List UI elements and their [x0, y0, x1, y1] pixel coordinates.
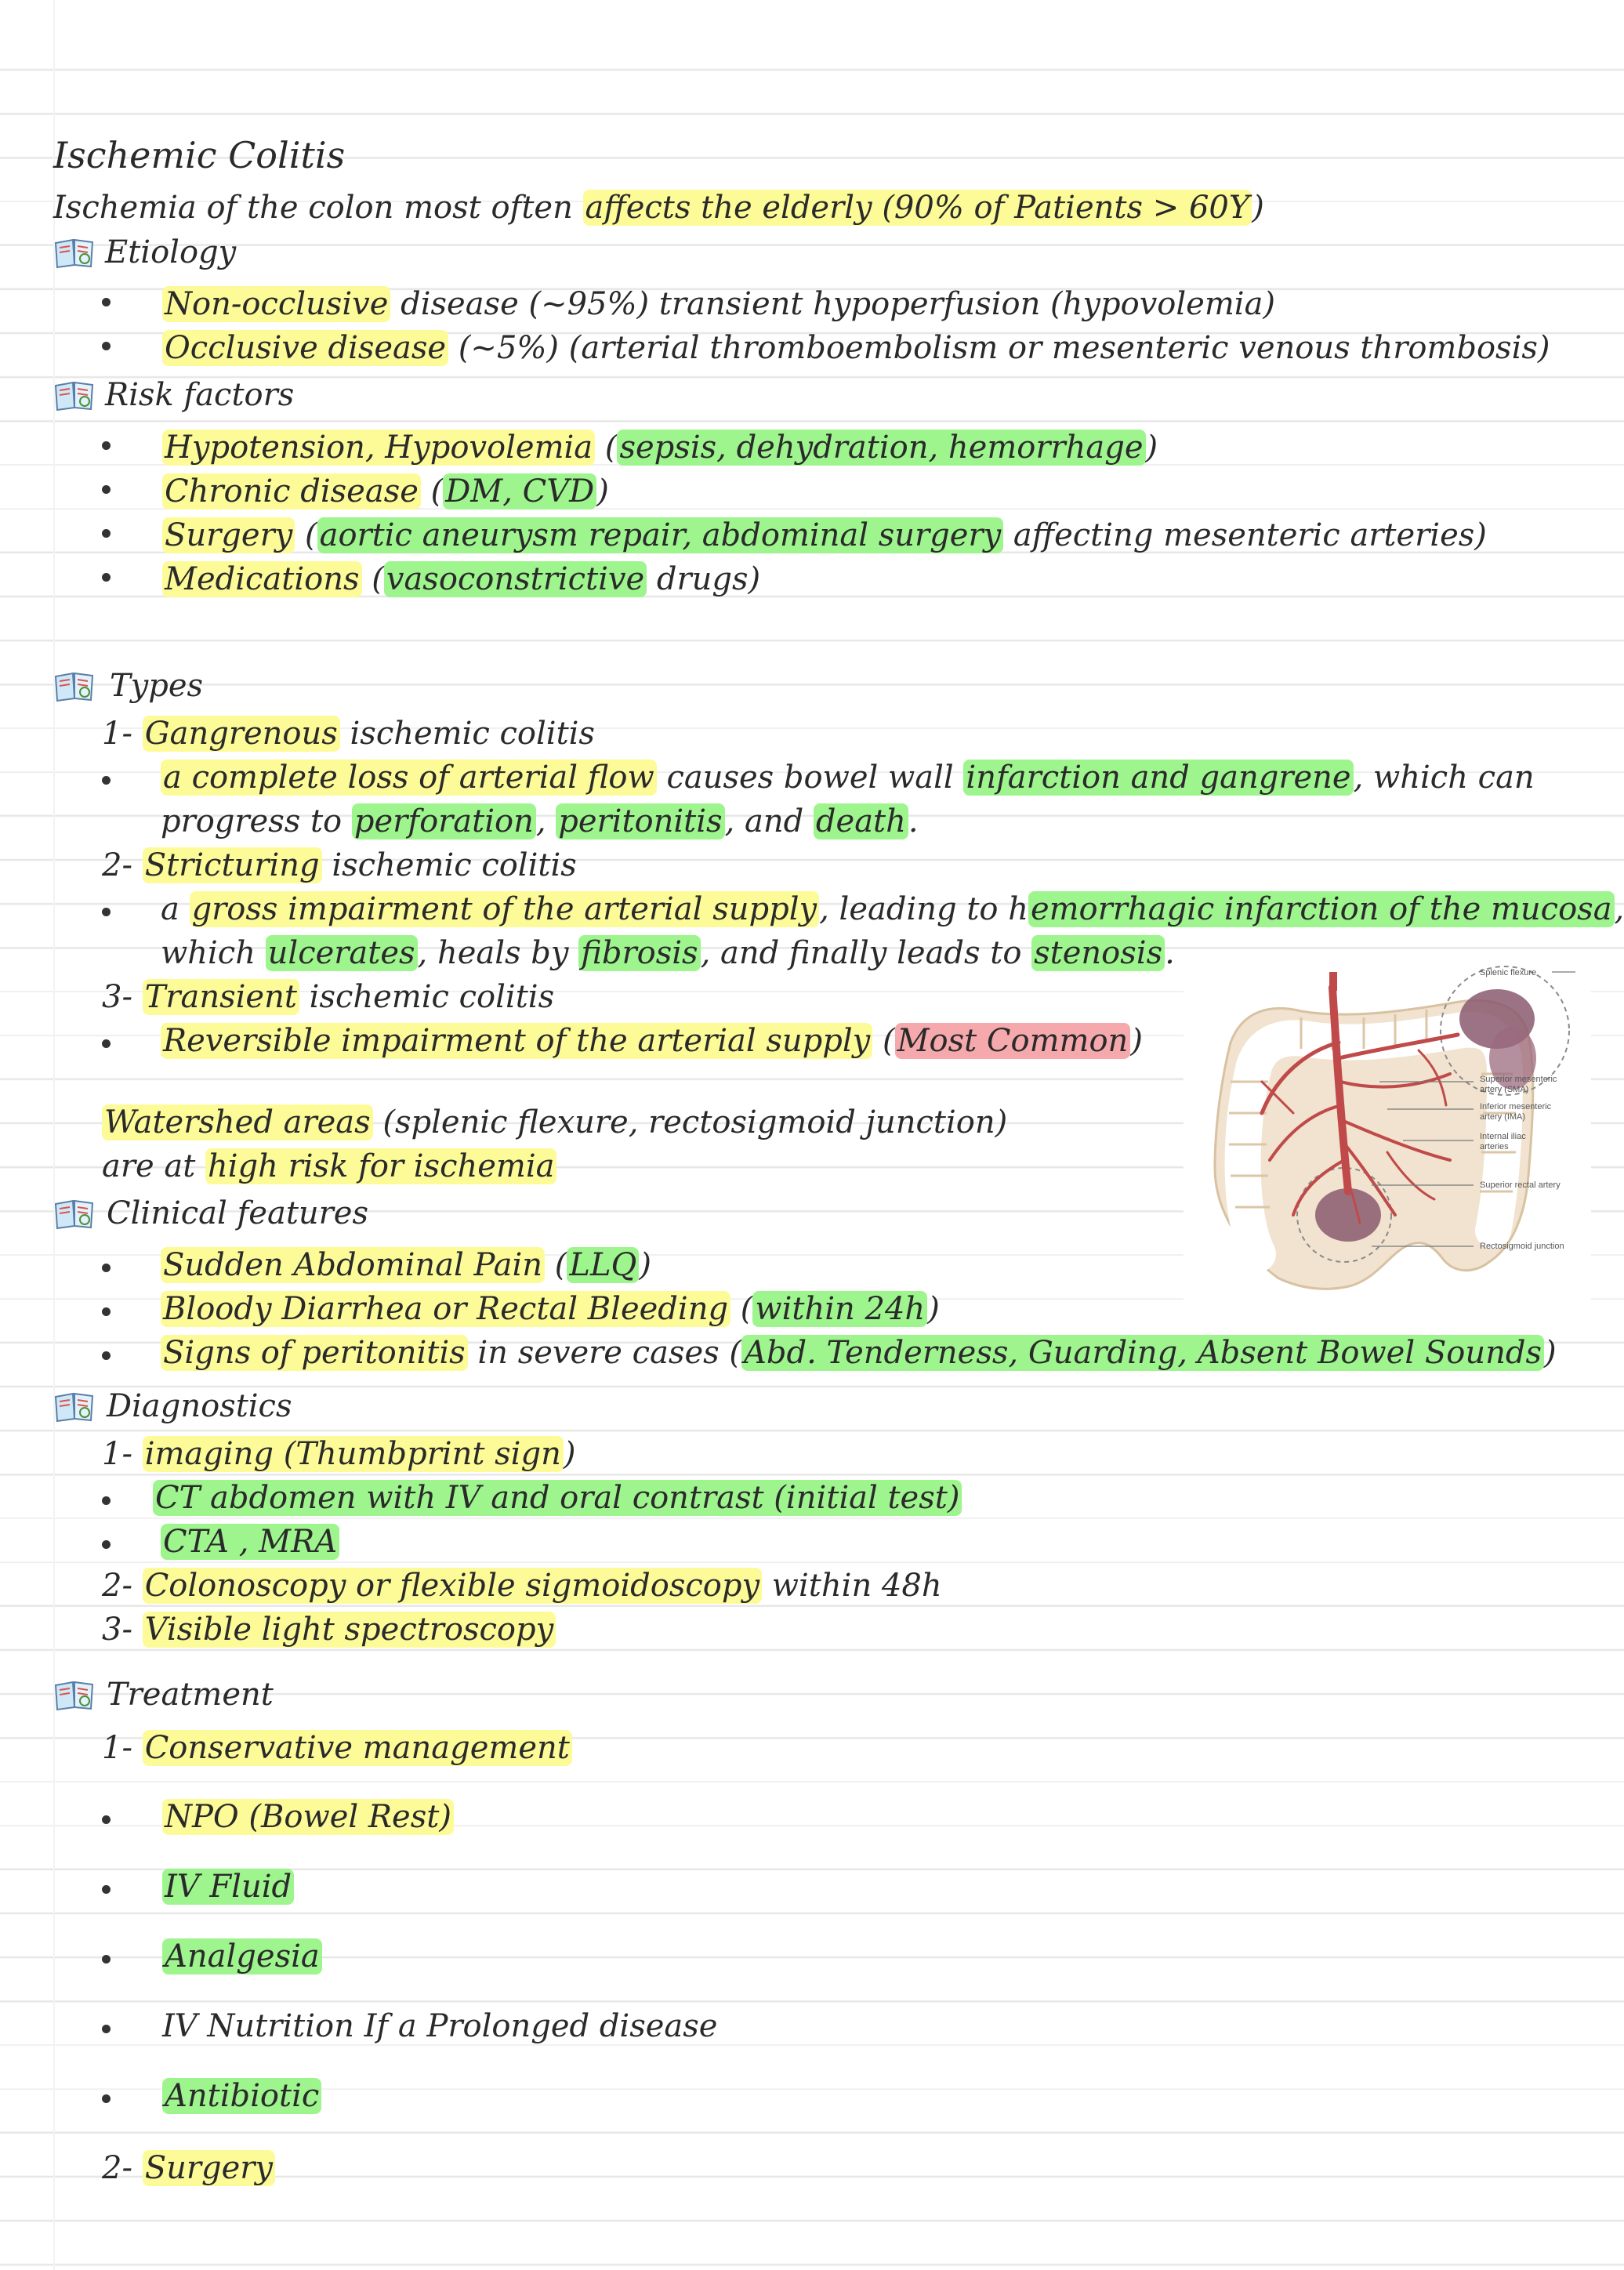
green-highlight: LLQ	[567, 1247, 639, 1283]
rectosigmoid-region	[1315, 1188, 1381, 1242]
text: are at	[102, 1148, 205, 1184]
highlight: imaging (Thumbprint sign	[143, 1436, 564, 1472]
green-highlight: peritonitis	[556, 803, 724, 839]
label-sma-2: artery (SMA)	[1480, 1085, 1529, 1094]
green-highlight: IV Fluid	[162, 1869, 294, 1905]
green-highlight: infarction and gangrene	[963, 760, 1353, 796]
label-superior-rectal: Superior rectal artery	[1480, 1180, 1561, 1190]
highlight: NPO (Bowel Rest)	[162, 1799, 454, 1835]
text: disease (~95%) transient hypoperfusion (hypovolemia)	[390, 286, 1276, 322]
bullet	[102, 1264, 111, 1272]
highlight: Reversible impairment of the arterial supply	[161, 1023, 872, 1059]
text: (	[295, 517, 317, 553]
bullet	[102, 776, 111, 785]
bullet	[102, 1351, 111, 1360]
clinical-item	[161, 1331, 1557, 1375]
green-highlight: Antibiotic	[162, 2078, 321, 2114]
label-internal-iliac-2: arteries	[1480, 1142, 1509, 1151]
heading-risk-factors: Risk factors	[105, 377, 295, 413]
clinical-item	[161, 1287, 940, 1331]
highlight: Occlusive disease	[162, 330, 448, 366]
green-highlight: emorrhagic infarction of the mucosa	[1028, 891, 1615, 927]
label-internal-iliac: Internal iliac	[1480, 1132, 1526, 1141]
highlight: Stricturing	[143, 847, 322, 883]
book-icon	[53, 1391, 96, 1423]
text: ,	[535, 803, 556, 839]
text: drugs)	[647, 561, 761, 597]
text: ischemic colitis	[321, 847, 577, 883]
highlight: Surgery	[143, 2150, 275, 2186]
number: 3-	[102, 979, 143, 1015]
risk-item	[162, 513, 1487, 557]
book-icon	[53, 1679, 96, 1712]
text: ischemic colitis	[339, 716, 595, 752]
page-title: Ischemic Colitis	[53, 134, 346, 176]
highlight: Conservative management	[143, 1730, 572, 1766]
bullet	[102, 2025, 111, 2033]
diagnostic-3	[102, 1608, 556, 1652]
bullet	[102, 1307, 111, 1316]
text: )	[1145, 430, 1158, 466]
label-ima: Inferior mesenteric	[1480, 1102, 1552, 1111]
intro-text: Ischemia of the colon most often	[53, 190, 583, 226]
book-icon	[53, 670, 96, 703]
diagnostic-1	[102, 1432, 575, 1476]
number: 1-	[102, 1436, 143, 1472]
green-highlight: Abd. Tenderness, Guarding, Absent Bowel Sounds	[741, 1335, 1544, 1371]
highlight: Surgery	[162, 517, 295, 553]
intro-tail: )	[1252, 190, 1264, 226]
text: , leading to h	[819, 891, 1028, 927]
bullet	[102, 485, 111, 494]
diagnostic-1a	[153, 1476, 962, 1520]
heading-diagnostics: Diagnostics	[107, 1388, 292, 1424]
treatment-2	[102, 2146, 275, 2190]
bullet	[102, 1540, 111, 1549]
text: (	[420, 473, 444, 509]
text: in severe cases (	[467, 1335, 741, 1371]
bullet	[102, 2094, 111, 2103]
type-1-desc	[161, 756, 1535, 800]
bullet	[102, 1955, 111, 1964]
text: (splenic flexure, rectosigmoid junction)	[372, 1104, 1008, 1140]
highlight: Medications	[162, 561, 362, 597]
green-highlight: Analgesia	[162, 1938, 322, 1974]
label-rectosigmoid: Rectosigmoid junction	[1480, 1242, 1564, 1251]
bullet	[102, 298, 111, 306]
red-highlight: Most Common	[895, 1023, 1131, 1059]
type-2	[102, 843, 577, 887]
bullet	[102, 529, 111, 538]
text: (	[730, 1291, 753, 1327]
risk-item	[162, 557, 760, 601]
text: , which can	[1353, 760, 1535, 796]
watershed-line-2	[102, 1144, 556, 1188]
colon-anatomy-figure	[1184, 956, 1591, 1301]
highlight: Visible light spectroscopy	[143, 1612, 556, 1648]
type-1	[102, 712, 595, 756]
intro-highlight: affects the elderly (90% of Patients > 60Y	[583, 190, 1252, 226]
number: 2-	[102, 847, 143, 883]
treatment-item	[162, 2074, 321, 2118]
text: (	[361, 561, 384, 597]
text: (	[872, 1023, 895, 1059]
risk-item	[162, 470, 609, 513]
highlight: Gangrenous	[143, 716, 340, 752]
book-icon	[53, 379, 96, 412]
bullet	[102, 1885, 111, 1894]
text: , and finally leads to	[700, 935, 1032, 971]
heading-treatment: Treatment	[107, 1677, 274, 1713]
treatment-item	[162, 1865, 294, 1909]
green-highlight: ulcerates	[266, 935, 418, 971]
bullet	[102, 908, 111, 916]
bullet	[102, 1815, 111, 1824]
text: within 48h	[762, 1568, 942, 1604]
treatment-item	[162, 1795, 454, 1839]
green-highlight: CT abdomen with IV and oral contrast (initial test)	[153, 1480, 962, 1516]
text: IV Nutrition If a Prolonged disease	[162, 2008, 718, 2044]
heading-etiology: Etiology	[105, 234, 237, 270]
highlight: Hypotension, Hypovolemia	[162, 430, 595, 466]
highlight: Chronic disease	[162, 473, 421, 509]
highlight: Sudden Abdominal Pain	[161, 1247, 545, 1283]
number: 3-	[102, 1612, 143, 1648]
text: ,	[1614, 891, 1624, 927]
highlight: Transient	[143, 979, 299, 1015]
green-highlight: vasoconstrictive	[384, 561, 647, 597]
label-splenic-flexure: Splenic flexure	[1480, 968, 1537, 977]
text: )	[563, 1436, 576, 1472]
treatment-1	[102, 1726, 572, 1770]
watershed-line-1	[102, 1101, 1007, 1144]
highlight: a complete loss of arterial flow	[161, 760, 657, 796]
intro-line	[53, 186, 1264, 230]
label-ima-2: artery (IMA)	[1480, 1112, 1526, 1122]
text: (	[545, 1247, 567, 1283]
text: )	[1543, 1335, 1557, 1371]
text: .	[1165, 935, 1175, 971]
etiology-item	[162, 326, 1550, 370]
number: 1-	[102, 1730, 143, 1766]
bullet	[102, 1039, 111, 1048]
highlight: gross impairment of the arterial supply	[190, 891, 820, 927]
book-icon	[53, 1198, 96, 1231]
green-highlight: DM, CVD	[443, 473, 596, 509]
type-3-desc	[161, 1019, 1143, 1063]
text: , heals by	[417, 935, 579, 971]
text: progress to	[161, 803, 352, 839]
bullet	[102, 441, 111, 450]
highlight: high risk for ischemia	[205, 1148, 556, 1184]
highlight: Watershed areas	[102, 1104, 373, 1140]
risk-item	[162, 426, 1158, 470]
number: 2-	[102, 2150, 143, 2186]
treatment-item	[162, 1935, 322, 1978]
label-sma: Superior mesenteric	[1480, 1075, 1557, 1084]
type-3	[102, 975, 554, 1019]
green-highlight: within 24h	[752, 1291, 927, 1327]
type-2-desc-cont	[161, 931, 1175, 975]
text: , and	[724, 803, 814, 839]
text: )	[1130, 1023, 1143, 1059]
number: 1-	[102, 716, 143, 752]
book-icon	[53, 237, 96, 270]
number: 2-	[102, 1568, 143, 1604]
text: (~5%) (arterial thromboembolism or mesenteric venous thrombosis)	[448, 330, 1550, 366]
green-highlight: perforation	[352, 803, 536, 839]
text: (	[595, 430, 618, 466]
text: which	[161, 935, 266, 971]
bullet	[102, 342, 111, 350]
text: )	[927, 1291, 940, 1327]
green-highlight: aortic aneurysm repair, abdominal surgery	[317, 517, 1004, 553]
highlight: Signs of peritonitis	[161, 1335, 468, 1371]
etiology-item	[162, 282, 1275, 326]
type-2-desc	[161, 887, 1624, 931]
diagnostic-1b	[161, 1520, 339, 1564]
green-highlight: CTA , MRA	[161, 1524, 339, 1560]
highlight: Bloody Diarrhea or Rectal Bleeding	[161, 1291, 730, 1327]
type-1-desc-cont	[161, 800, 919, 843]
heading-clinical-features: Clinical features	[107, 1195, 368, 1231]
highlight: Colonoscopy or flexible sigmoidoscopy	[143, 1568, 762, 1604]
heading-types: Types	[110, 668, 204, 704]
highlight: Non-occlusive	[162, 286, 390, 322]
text: )	[639, 1247, 651, 1283]
text: a	[161, 891, 190, 927]
green-highlight: stenosis	[1031, 935, 1165, 971]
bullet	[102, 1496, 111, 1505]
text: affecting mesenteric arteries)	[1003, 517, 1487, 553]
green-highlight: death	[814, 803, 908, 839]
text: ischemic colitis	[299, 979, 555, 1015]
treatment-item	[162, 2004, 717, 2048]
diagnostic-2	[102, 1564, 942, 1608]
text: )	[596, 473, 609, 509]
green-highlight: fibrosis	[578, 935, 700, 971]
text: .	[908, 803, 919, 839]
green-highlight: sepsis, dehydration, hemorrhage	[617, 430, 1145, 466]
bullet	[102, 573, 111, 582]
clinical-item	[161, 1243, 651, 1287]
text: causes bowel wall	[656, 760, 964, 796]
